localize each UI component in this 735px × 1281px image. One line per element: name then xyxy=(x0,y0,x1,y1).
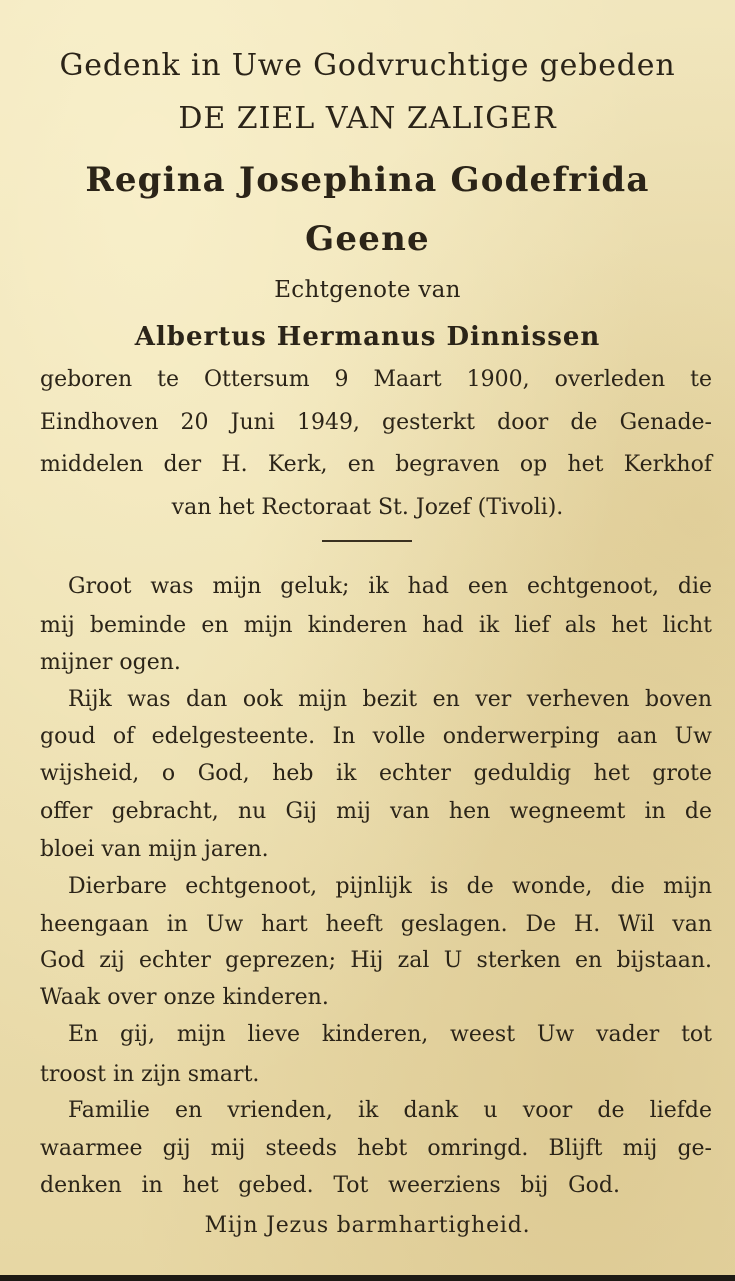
card-bottom-edge xyxy=(0,1275,735,1281)
text-line: Dierbare echtgenoot, pijnlijk is de wonde, die mijn xyxy=(68,874,712,899)
deceased-given-names: Regina Josephina Godefrida xyxy=(85,160,650,200)
spouse-label: Echtgenote van xyxy=(274,277,461,303)
text-line: Familie en vrienden, ik dank u voor de liefde xyxy=(68,1098,712,1123)
biography-line: geboren te Ottersum 9 Maart 1900, overleden te xyxy=(40,367,712,392)
spouse-name: Albertus Hermanus Dinnissen xyxy=(134,322,601,352)
text-line: God zij echter geprezen; Hij zal U sterken en bijstaan. xyxy=(40,948,712,973)
text-line: wijsheid, o God, heb ik echter geduldig het grote xyxy=(40,761,712,786)
deceased-surname: Geene xyxy=(305,219,430,259)
prayer-request-heading: Gedenk in Uwe Godvruchtige gebeden xyxy=(59,48,676,83)
text-line: heengaan in Uw hart heeft geslagen. De H. Wil van xyxy=(40,912,712,937)
text-line: denken in het gebed. Tot weerziens bij God. xyxy=(40,1173,620,1198)
text-line: offer gebracht, nu Gij mij van hen wegneemt in de xyxy=(40,799,712,824)
text-line: waarmee gij mij steeds hebt omringd. Blijft mij ge- xyxy=(40,1136,712,1161)
text-line: Waak over onze kinderen. xyxy=(40,985,329,1010)
text-line: mijner ogen. xyxy=(40,650,181,675)
text-line: En gij, mijn lieve kinderen, weest Uw vader tot xyxy=(68,1022,712,1047)
biography-line: Eindhoven 20 Juni 1949, gesterkt door de Genade- xyxy=(40,410,712,435)
text-line: Rijk was dan ook mijn bezit en ver verheven boven xyxy=(68,687,712,712)
closing-prayer: Mijn Jezus barmhartigheid. xyxy=(204,1213,531,1238)
text-line: Groot was mijn geluk; ik had een echtgenoot, die xyxy=(68,574,712,599)
text-line: goud of edelgesteente. In volle onderwerping aan Uw xyxy=(40,724,712,749)
text-line: troost in zijn smart. xyxy=(40,1062,260,1087)
divider-rule xyxy=(322,540,412,542)
biography-line: middelen der H. Kerk, en begraven op het Kerkhof xyxy=(40,452,712,477)
text-line: bloei van mijn jaren. xyxy=(40,837,269,862)
biography-line: van het Rectoraat St. Jozef (Tivoli). xyxy=(171,495,564,520)
soul-heading: DE ZIEL VAN ZALIGER xyxy=(178,101,557,136)
text-line: mij beminde en mijn kinderen had ik lief als het licht xyxy=(40,613,712,638)
